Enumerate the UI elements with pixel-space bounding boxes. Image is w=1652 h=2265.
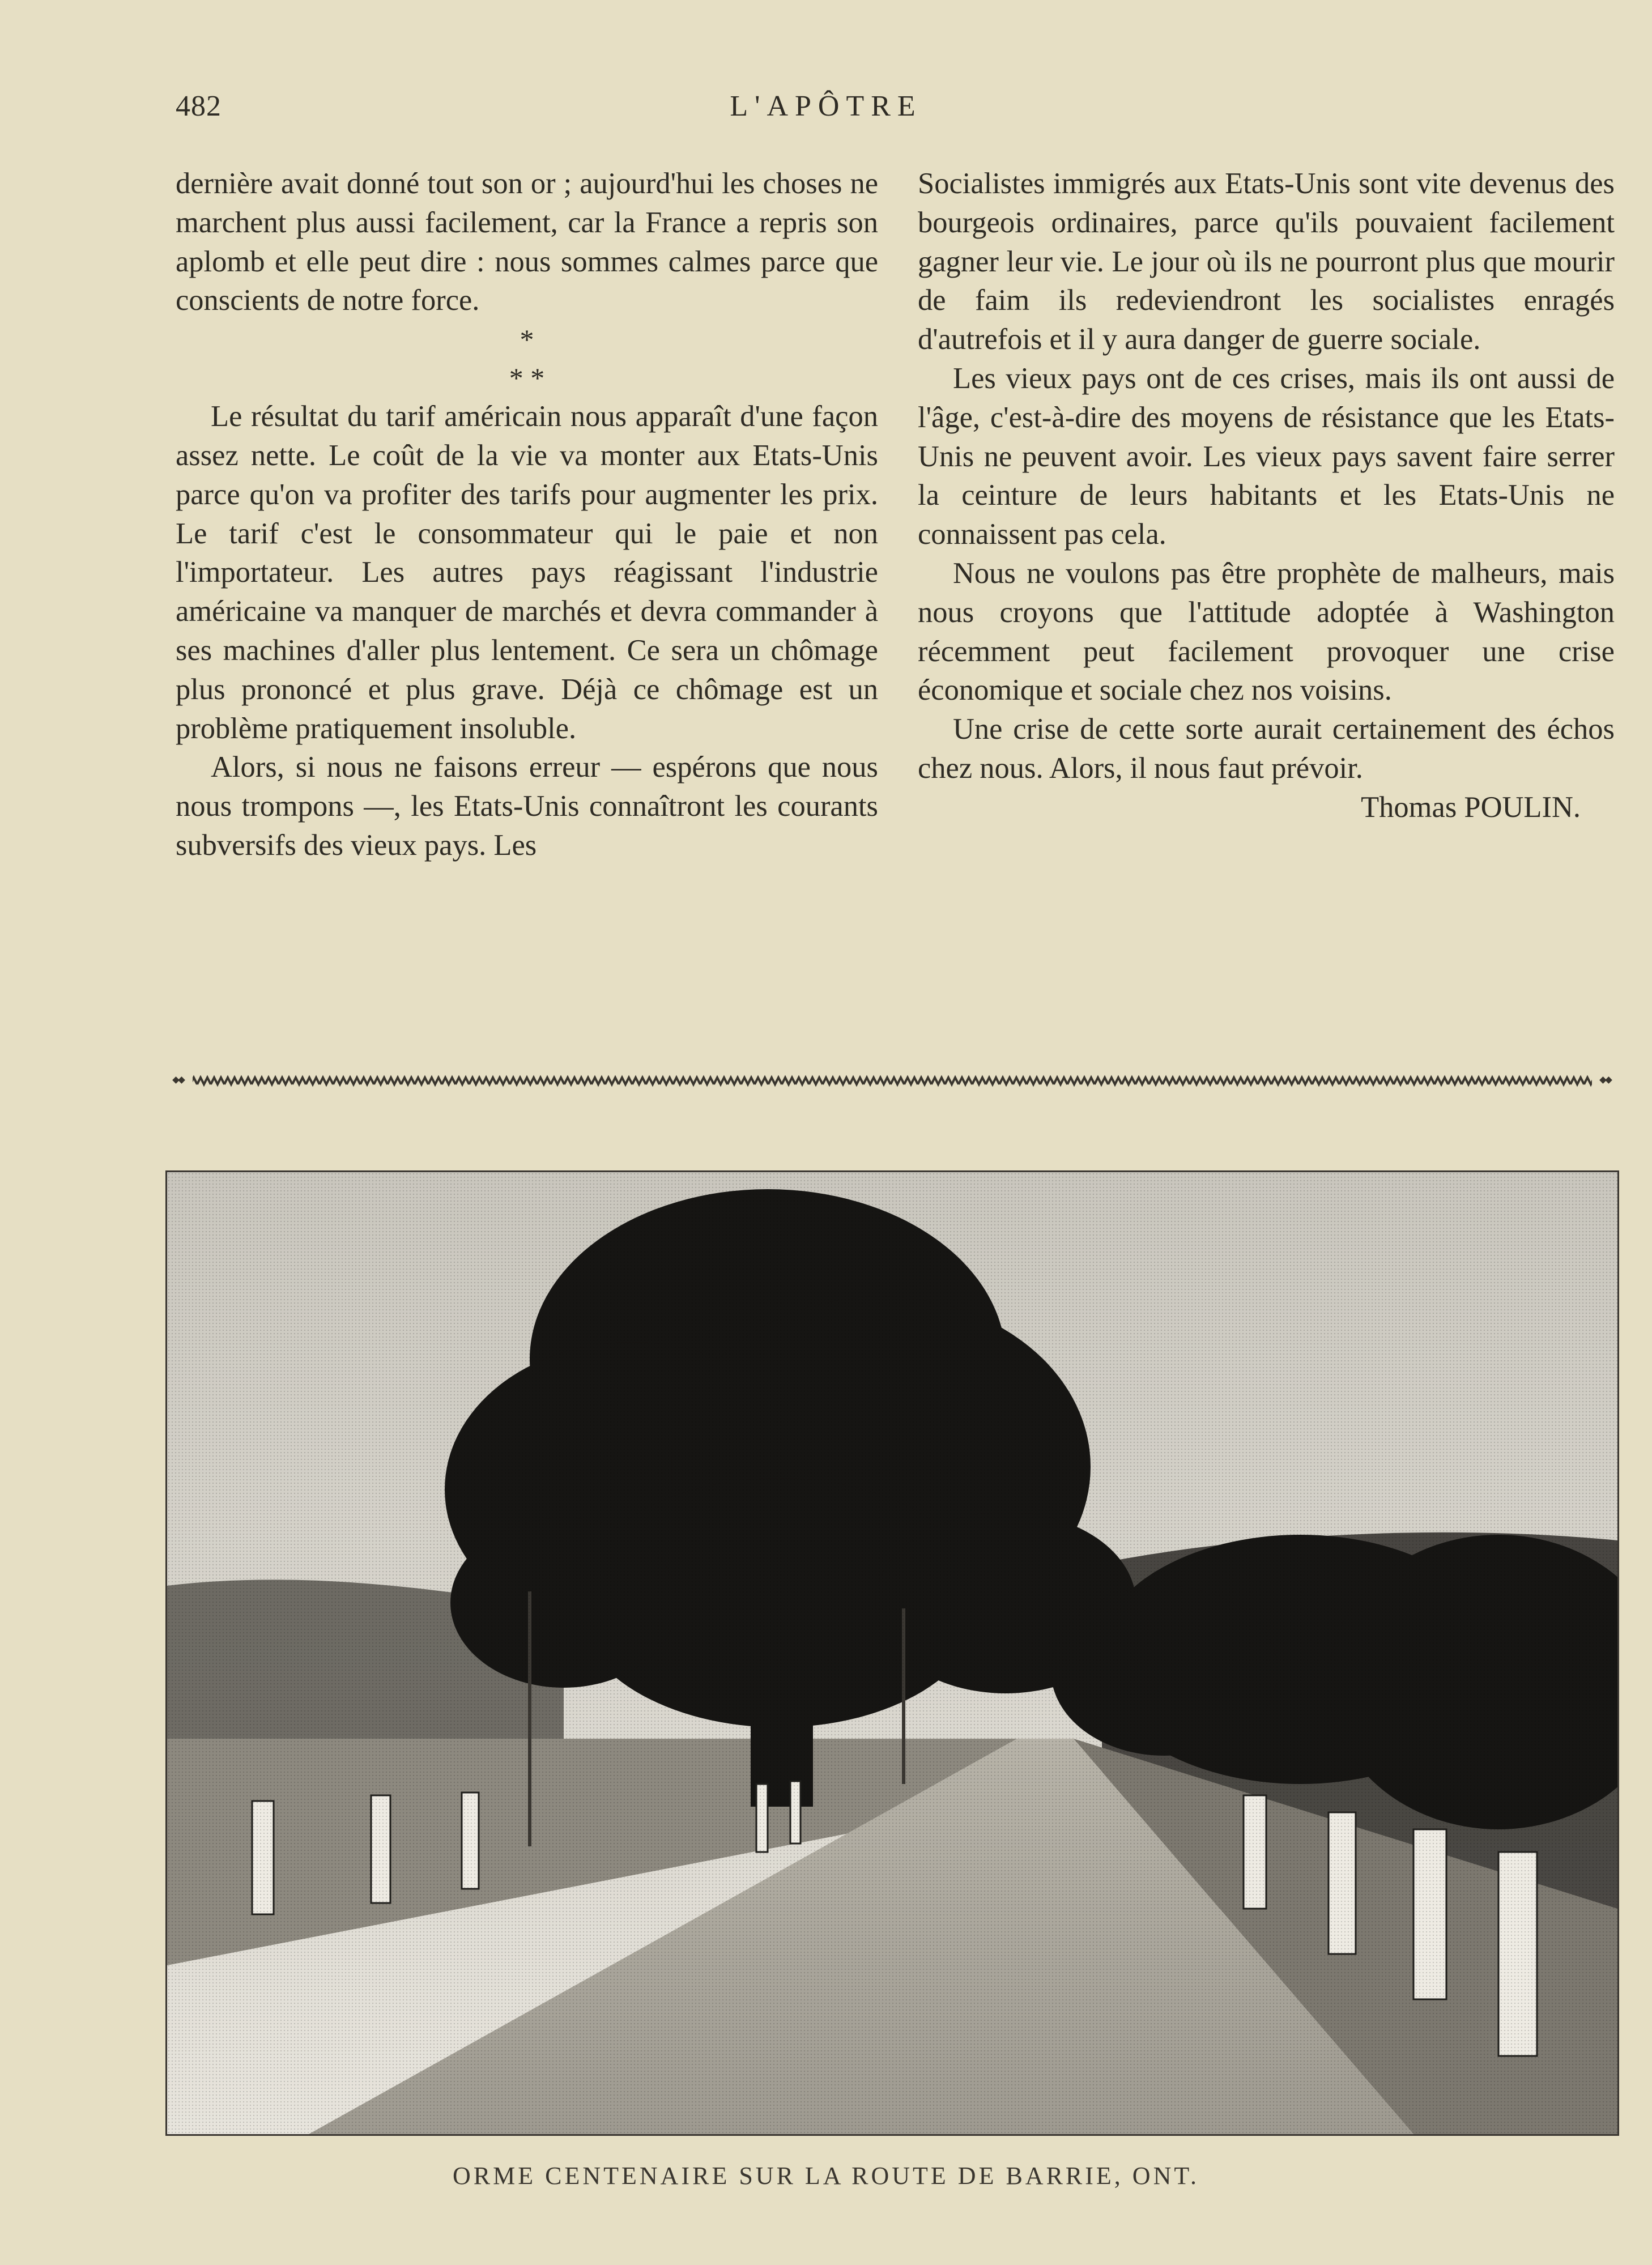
paragraph: Une crise de cette sorte aurait certainement des échos chez nous. Alors, il nous faut prévoir. (918, 713, 1615, 785)
right-text-column (918, 164, 1615, 827)
paragraph: Socialistes immigrés aux Etats-Unis sont vite devenus des bourgeois ordinaires, parce qu'ils pouvaient facilement gagner leur vie. Le jour où ils ne pourront plus que mourir de faim ils redeviendront les socialistes enragés d'autrefois et il y aura danger de guerre sociale. (918, 167, 1615, 356)
photograph-elm-tree-road (165, 1170, 1619, 2136)
paragraph: Nous ne voulons pas être prophète de malheurs, mais nous croyons que l'attitude adoptée à Washington récemment peut facilement provoquer une crise économique et sociale chez nos voisins. (918, 556, 1615, 707)
paragraph: dernière avait donné tout son or ; aujourd'hui les choses ne marchent plus aussi facilement, car la France a repris son aplomb et elle peut dire : nous sommes calmes parce que conscients de notre force. (176, 167, 878, 317)
left-text-column (176, 164, 878, 865)
running-head (176, 90, 1476, 129)
decorative-rule-icon (170, 1070, 1615, 1092)
paragraph: Le résultat du tarif américain nous apparaît d'une façon assez nette. Le coût de la vie va monter aux Etats-Unis parce qu'on va profiter des tarifs pour augmenter les prix. Le tarif c'est le consommateur qui le paie et non l'importateur. Les autres pays réagissant l'industrie américaine va manquer de marchés et devra commander à ses machines d'aller plus lentement. Ce sera un chômage plus prononcé et plus grave. Déjà ce chômage est un problème pratiquement insoluble. (176, 400, 878, 745)
section-separator-asterisks: * * (509, 362, 545, 394)
photo-caption: ORME CENTENAIRE SUR LA ROUTE DE BARRIE, ONT. (453, 2162, 1199, 2190)
journal-title: L'APÔTRE (730, 90, 922, 122)
photo-halftone-icon (167, 1172, 1617, 2134)
section-separator-asterisk: * (520, 323, 534, 356)
paragraph: Les vieux pays ont de ces crises, mais ils ont aussi de l'âge, c'est-à-dire des moyens de résistance que les Etats-Unis ne peuvent avoir. Les vieux pays savent faire serrer la ceinture de leurs habitants et les Etats-Unis ne connaissent pas cela. (918, 361, 1615, 551)
paragraph: Alors, si nous ne faisons erreur — espérons que nous nous trompons —, les Etats-Unis connaîtront les courants subversifs des vieux pays. Les (176, 751, 878, 862)
page-number: 482 (176, 90, 222, 122)
author-signature: Thomas POULIN. (1361, 790, 1581, 824)
